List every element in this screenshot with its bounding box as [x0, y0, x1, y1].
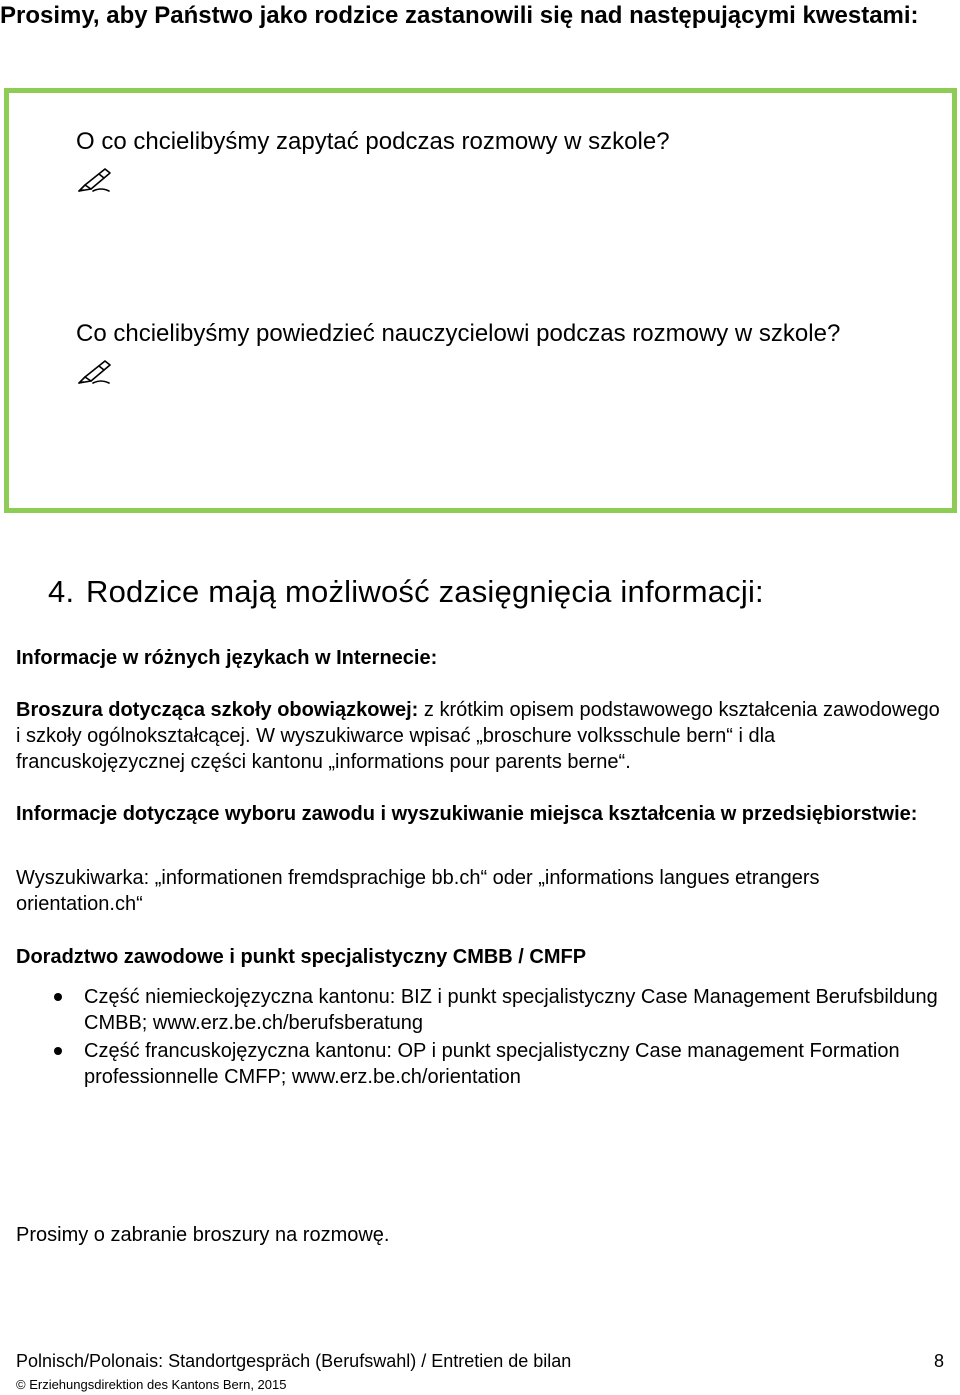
question-box [4, 88, 957, 513]
footer [16, 1349, 944, 1373]
info-languages-heading: Informacje w różnych językach w Internecie: [16, 647, 438, 669]
career-search: Wyszukiwarka: „informationen fremdsprachige bb.ch“ oder „informations langues etrangers orientation.ch“ [16, 867, 820, 915]
brochure-text: z krótkim opisem podstawowego kształcenia zawodowego i szkoły ogólnokształcącej. W wyszukiwarce wpisać „broschure volksschule bern“ i dla francuskojęzycznej części kantonu „informations pour parents berne“. [16, 699, 940, 773]
top-heading: Prosimy, aby Państwo jako rodzice zastanowili się nad następującymi kwestami: [0, 2, 919, 29]
section-title: Rodzice mają możliwość zasięgnięcia informacji: [86, 574, 764, 609]
career-heading: Informacje dotyczące wyboru zawodu i wyszukiwanie miejsca kształcenia w przedsiębiorstwie: [16, 803, 918, 825]
bullet-icon [54, 993, 62, 1001]
list-item-text: Część francuskojęzyczna kantonu: OP i punkt specjalistyczny Case management Formation professionnelle CMFP; www.erz.be.ch/orientation [84, 1040, 900, 1088]
closing-note: Prosimy o zabranie broszury na rozmowę. [16, 1224, 390, 1246]
question-1: O co chcielibyśmy zapytać podczas rozmowy w szkole? [76, 128, 670, 155]
page-number: 8 [933, 1351, 944, 1371]
guidance-list [16, 984, 941, 1092]
section-heading [48, 572, 764, 612]
writing-hand-icon [75, 165, 115, 195]
brochure-label: Broszura dotycząca szkoły obowiązkowej: [16, 699, 419, 721]
writing-hand-icon [75, 357, 115, 387]
question-2: Co chcielibyśmy powiedzieć nauczycielowi podczas rozmowy w szkole? [76, 320, 841, 347]
bullet-icon [54, 1047, 62, 1055]
list-item-text: Część niemieckojęzyczna kantonu: BIZ i punkt specjalistyczny Case Management Berufsbildung CMBB; www.erz.be.ch/berufsberatung [84, 986, 938, 1034]
brochure-paragraph [16, 697, 941, 775]
copyright: © Erziehungsdirektion des Kantons Bern, 2015 [16, 1377, 287, 1392]
footer-title: Polnisch/Polonais: Standortgespräch (Berufswahl) / Entretien de bilan [16, 1351, 572, 1371]
list-item [16, 1038, 941, 1090]
guidance-heading: Doradztwo zawodowe i punkt specjalistyczny CMBB / CMFP [16, 946, 587, 968]
list-item [16, 984, 941, 1036]
section-number: 4. [48, 574, 75, 609]
